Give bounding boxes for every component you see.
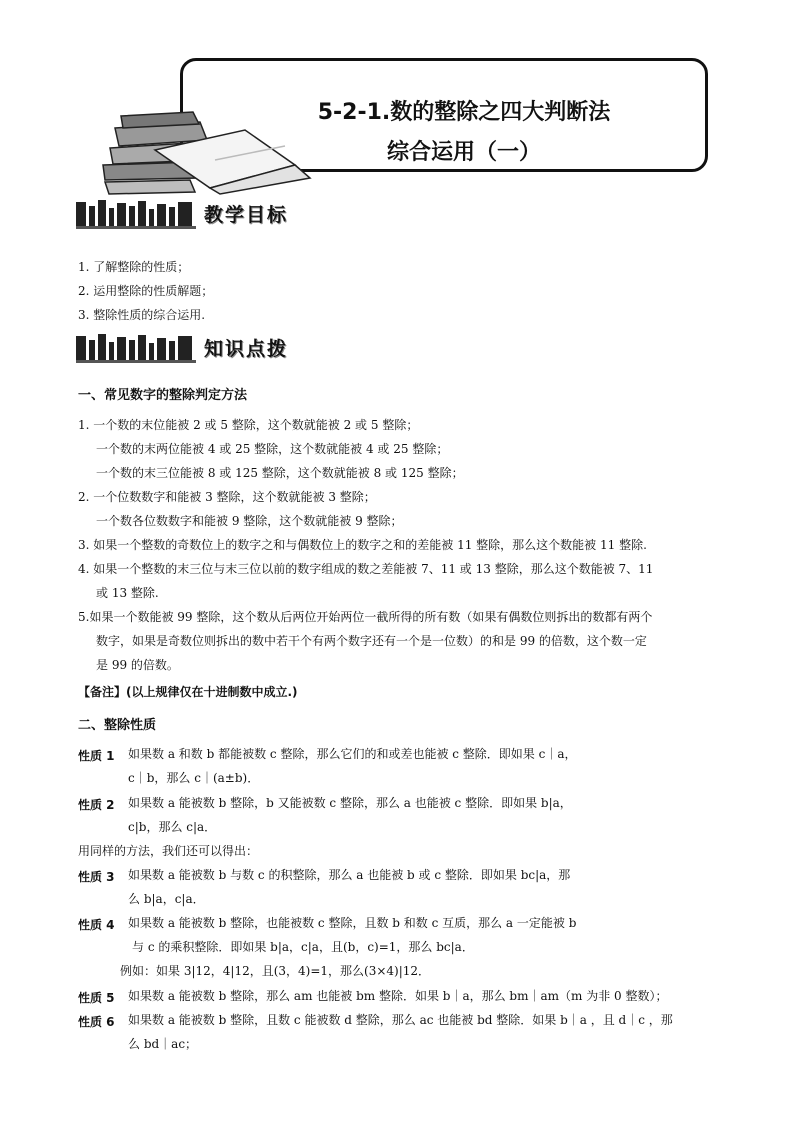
rule-line: 一个数的末三位能被 8 或 125 整除，这个数就能被 8 或 125 整除；: [96, 466, 464, 480]
property-line: 如果数 a 能被数 b 与数 c 的积整除，那么 a 也能被 b 或 c 整除．即如果 bc|a，那: [128, 868, 571, 882]
property-line: 如果数 a 和数 b 都能被数 c 整除，那么它们的和或差也能被 c 整除．即如果 c｜a，: [128, 747, 577, 761]
rule-line: 3. 如果一个整数的奇数位上的数字之和与偶数位上的数字之和的差能被 11 整除，那么这个数能被 11 整除.: [78, 538, 647, 552]
section-knowledge: [76, 334, 289, 368]
rule-line: 一个数各位数数字和能被 9 整除，这个数就能被 9 整除；: [96, 514, 403, 528]
part1-heading: 一、常见数字的整除判定方法: [78, 388, 248, 403]
section-objectives: [76, 200, 289, 234]
page-title-line2: 综合运用（一）: [386, 140, 541, 165]
property-line: 如果数 a 能被数 b 整除，也能被数 c 整除，且数 b 和数 c 互质，那么 a 一定能被 b: [128, 916, 577, 930]
property-label: 性质 2: [78, 798, 115, 812]
rule-line: 数字，如果是奇数位则拆出的数中若干个有两个数字还有一个是一位数）的和是 99 的倍数，这个数一定: [96, 634, 647, 648]
part2-heading: 二、整除性质: [78, 718, 157, 733]
remark-note: 【备注】(以上规律仅在十进制数中成立.): [78, 685, 298, 699]
rule-line: 一个数的末两位能被 4 或 25 整除，这个数就能被 4 或 25 整除；: [96, 442, 449, 456]
rule-line: 5.如果一个数能被 99 整除，这个数从后两位开始两位一截所得的所有数（如果有偶数位则拆出的数都有两个: [78, 610, 653, 624]
section-bar-icon: [76, 200, 196, 230]
property-line: 如果数 a 能被数 b 整除，那么 am 也能被 bm 整除．如果 b｜a，那么 bm｜am（m 为非 0 整数）；: [128, 989, 668, 1003]
rule-line: 1. 一个数的末位能被 2 或 5 整除，这个数就能被 2 或 5 整除；: [78, 418, 419, 432]
objective-item: 1. 了解整除的性质；: [78, 260, 190, 274]
property-line: 与 c 的乘积整除．即如果 b|a，c|a，且(b，c)=1，那么 bc|a．: [132, 940, 474, 954]
property-label: 性质 5: [78, 991, 115, 1005]
property-line: 么 b|a，c|a．: [128, 892, 205, 906]
property-label: 性质 1: [78, 749, 115, 763]
property-label: 性质 6: [78, 1015, 115, 1029]
objective-item: 2. 运用整除的性质解题；: [78, 284, 214, 298]
section-objectives-label: 教学目标: [204, 204, 289, 226]
property-line: 例如：如果 3|12，4|12，且(3，4)=1，那么(3×4)|12．: [120, 964, 431, 978]
property-line: c|b，那么 c|a．: [128, 820, 217, 834]
property-line: c｜b，那么 c｜(a±b)．: [128, 771, 260, 785]
property-line: 么 bd｜ac；: [128, 1037, 198, 1051]
section-knowledge-label: 知识点拨: [204, 338, 289, 360]
property-label: 性质 4: [78, 918, 115, 932]
rule-line: 2. 一个位数数字和能被 3 整除，这个数就能被 3 整除；: [78, 490, 376, 504]
page-title-line1: 5-2-1.数的整除之四大判断法: [317, 100, 611, 125]
section-bar-icon: [76, 334, 196, 364]
property-line: 用同样的方法，我们还可以得出：: [78, 844, 259, 858]
rule-line: 或 13 整除.: [96, 586, 159, 600]
rule-line: 4. 如果一个整数的末三位与末三位以前的数字组成的数之差能被 7、11 或 13 整除，那么这个数能被 7、11: [78, 562, 654, 576]
property-line: 如果数 a 能被数 b 整除，b 又能被数 c 整除，那么 a 也能被 c 整除．即如果 b|a，: [128, 796, 572, 810]
books-illustration: [95, 110, 325, 195]
objective-item: 3. 整除性质的综合运用.: [78, 308, 206, 322]
rule-line: 是 99 的倍数。: [96, 658, 179, 672]
property-label: 性质 3: [78, 870, 115, 884]
property-line: 如果数 a 能被数 b 整除，且数 c 能被数 d 整除，那么 ac 也能被 bd 整除．如果 b｜a ，且 d｜c ，那: [128, 1013, 673, 1027]
